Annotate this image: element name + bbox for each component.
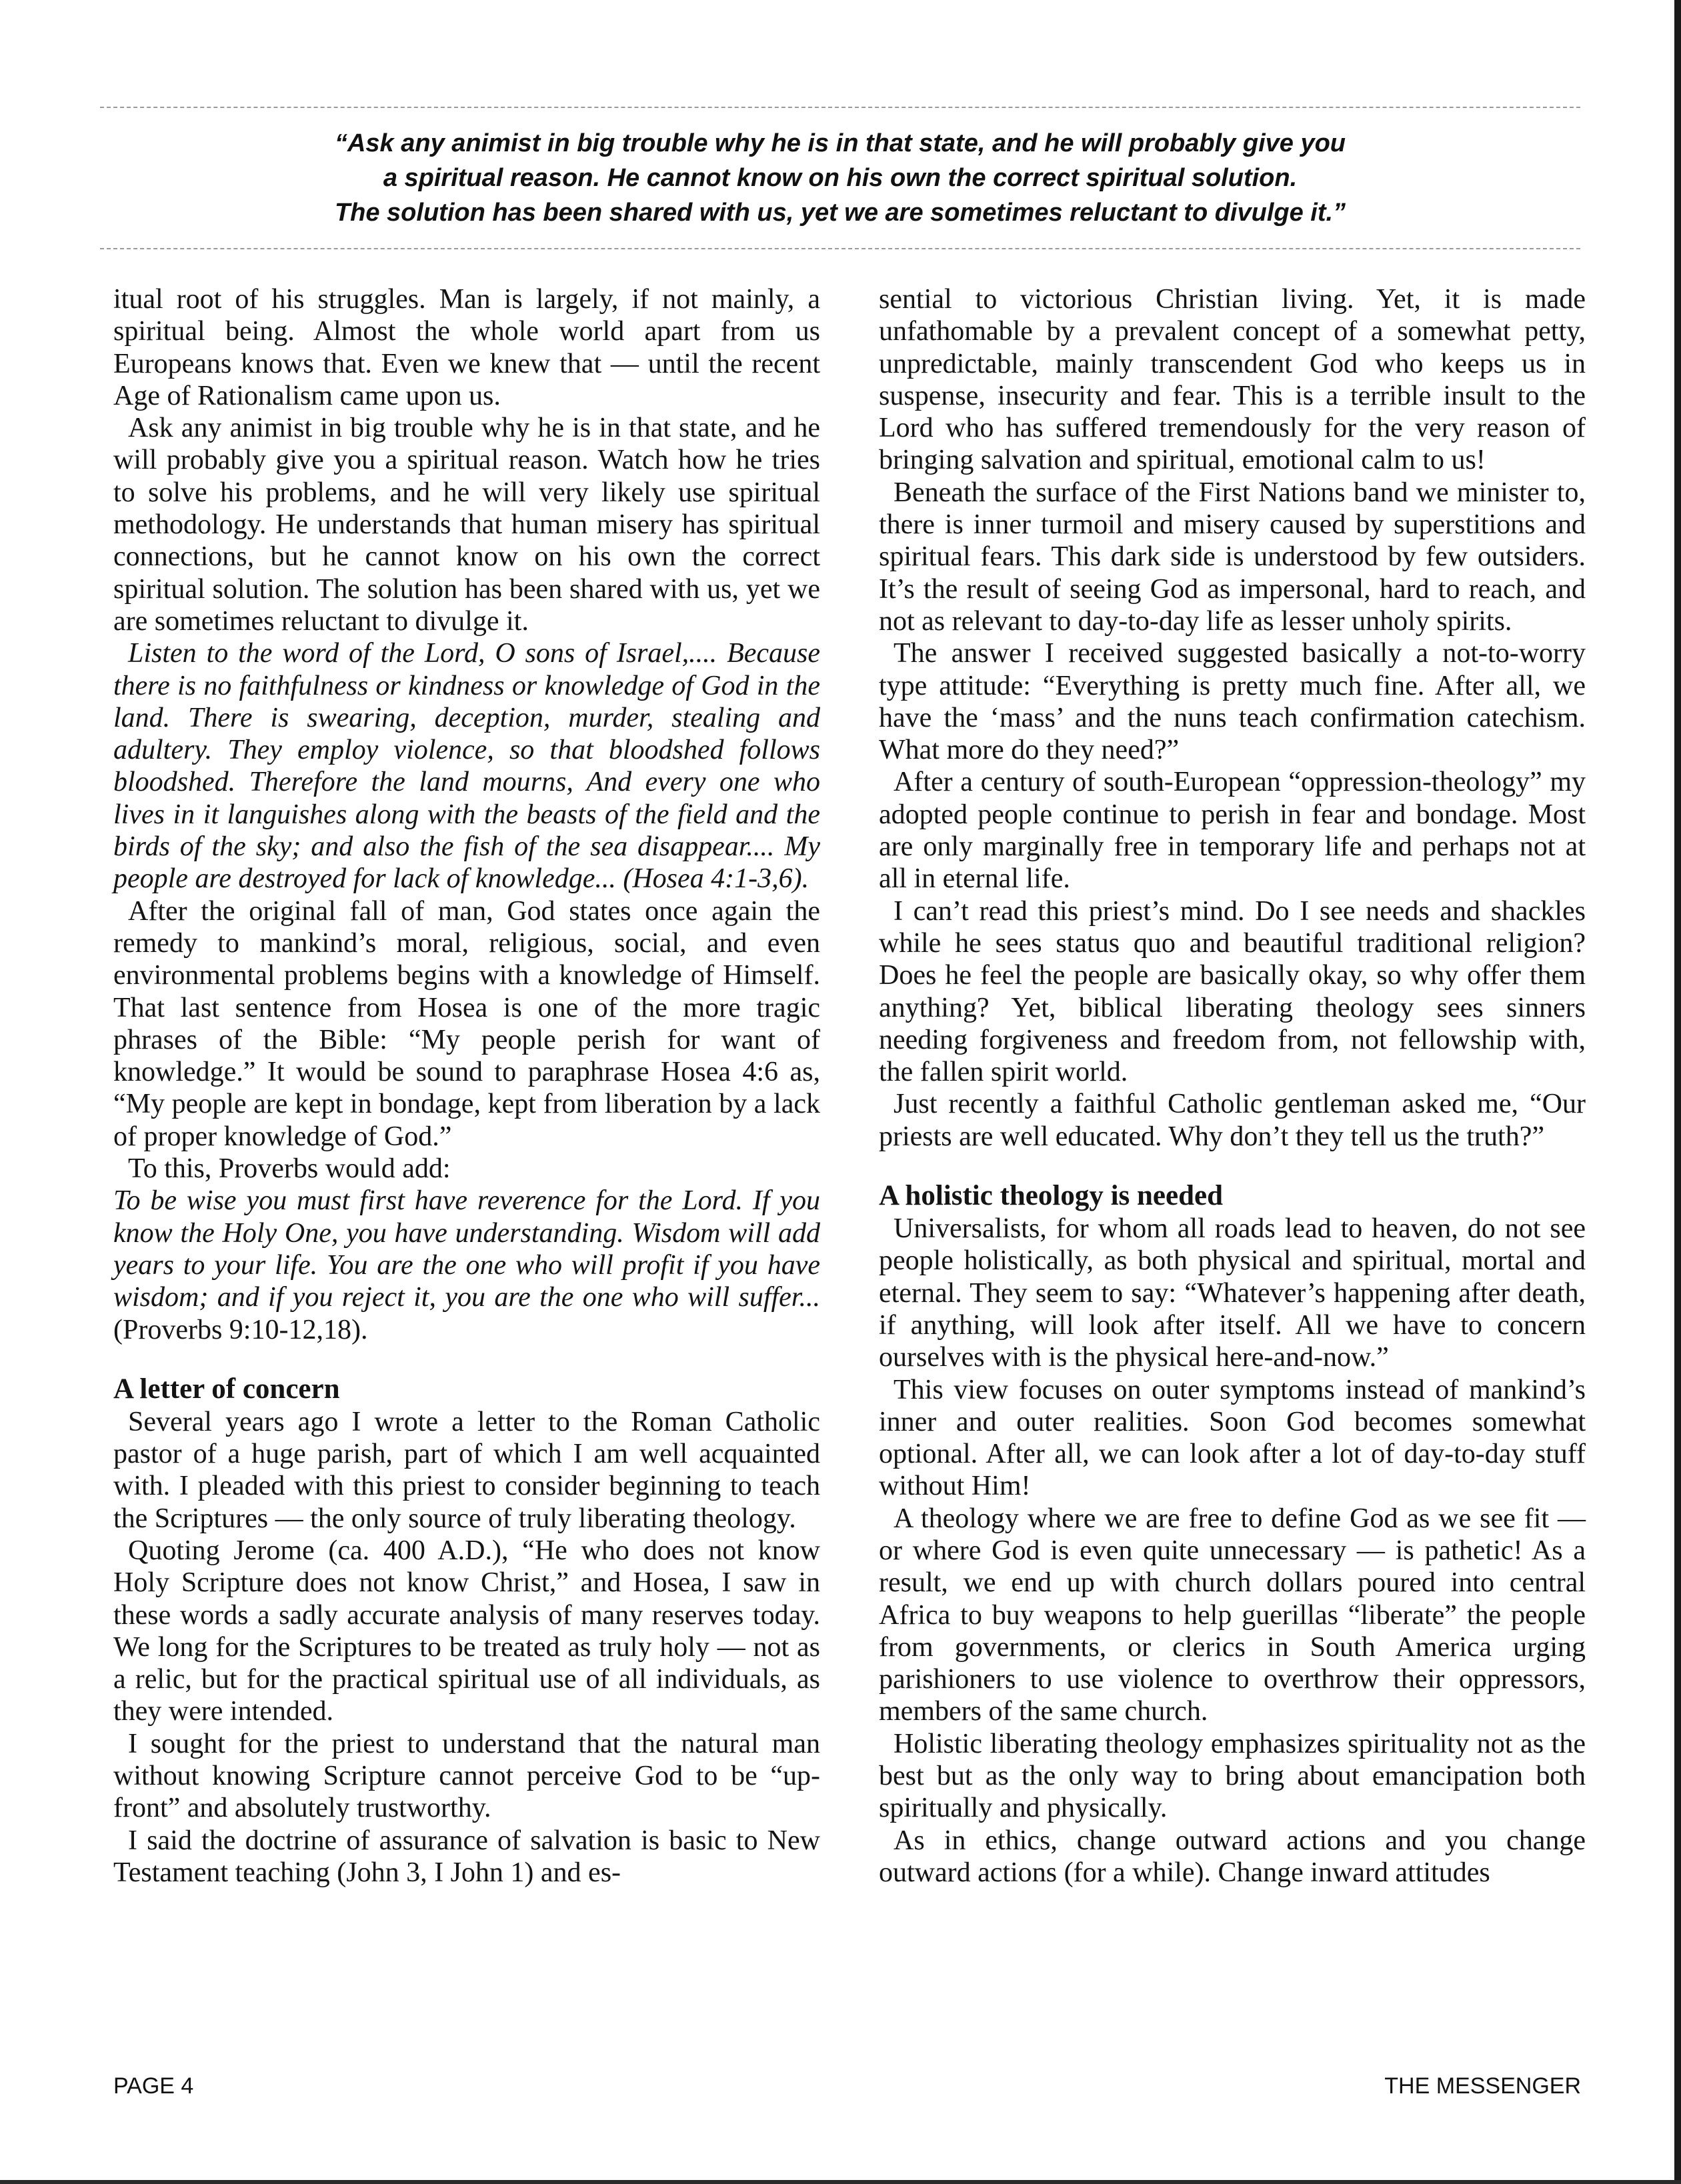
paragraph: To this, Proverbs would add:	[128, 1153, 451, 1185]
paragraph: I sought for the priest to understand that the natural man without knowing Scripture cannot perceive God to be “up-front” and absolutely trustworthy.	[113, 1728, 820, 1824]
pull-quote-line: “Ask any animist in big trouble why he is in that state, and he will probably give you	[334, 129, 1346, 157]
paragraph: Ask any animist in big trouble why he is in that state, and he will probably give you a spiritual reason. Watch how he tries to solve his problems, and he will very likely use spiritual methodology. He understands that human misery has spiritual connections, but he cannot know on his own the correct spiritual solution. The solution has been shared with us, yet we are sometimes reluctant to divulge it.	[113, 413, 820, 637]
paragraph: After a century of south-European “oppression-theology” my adopted people continue to perish in fear and bondage. Most are only marginally free in temporary life and perhaps not at all in eternal life.	[879, 767, 1586, 895]
publication-name: THE MESSENGER	[1384, 2073, 1581, 2099]
right-column	[879, 283, 1586, 1889]
pull-quote-line: a spiritual reason. He cannot know on his own the correct spiritual solution.	[383, 164, 1298, 192]
paragraph: This view focuses on outer symptoms instead of mankind’s inner and outer realities. Soon God becomes somewhat optional. After all, we can look after a lot of day-to-day stuff without Him!	[879, 1374, 1586, 1502]
paragraph: Beneath the surface of the First Nations band we minister to, there is inner turmoil and misery caused by superstitions and spiritual fears. This dark side is understood by few outsiders. It’s the result of seeing God as impersonal, hard to reach, and not as relevant to day-to-day life as lesser unholy spirits.	[879, 477, 1586, 637]
paragraph: I can’t read this priest’s mind. Do I see needs and shackles while he sees status quo and beautiful traditional religion? Does he feel the people are basically okay, so why offer them anything? Yet, biblical liberating theology sees sinners needing forgiveness and freedom from, not fellowship with, the fallen spirit world.	[879, 895, 1586, 1088]
scripture-quote-hosea: Listen to the word of the Lord, O sons of Israel,.... Because there is no faithfulness or kindness or knowledge of God in the land. There is swearing, deception, murder, stealing and adultery. They employ violence, so that bloodshed follows bloodshed. Therefore the land mourns, And every one who lives in it languishes along with the beasts of the field and the birds of the sky; and also the fish of the sea disappear.... My people are destroyed for lack of knowledge... (Hosea 4:1-3,6).	[113, 638, 820, 895]
scripture-reference: (Proverbs 9:10-12,18).	[113, 1314, 368, 1345]
paragraph: Just recently a faithful Catholic gentleman asked me, “Our priests are well educated. Why don’t they tell us the truth?”	[879, 1089, 1586, 1152]
paragraph: I said the doctrine of assurance of salvation is basic to New Testament teaching (John 3, I John 1) and es-	[113, 1825, 820, 1888]
paragraph: sential to victorious Christian living. Yet, it is made unfathomable by a prevalent concept of a somewhat petty, unpredictable, mainly transcendent God who keeps us in suspense, insecurity and fear. This is a terrible insult to the Lord who has suffered tremendously for the very reason of bringing salvation and spiritual, emotional calm to us!	[879, 284, 1586, 476]
pull-quote-box	[100, 107, 1580, 249]
paragraph: itual root of his struggles. Man is largely, if not mainly, a spiritual being. Almost the whole world apart from us Europeans knows that. Even we knew that — until the recent Age of Rationalism came upon us.	[113, 284, 820, 411]
paragraph: Holistic liberating theology emphasizes spirituality not as the best but as the only way to bring about emancipation both spiritually and physically.	[879, 1728, 1586, 1824]
paragraph: Quoting Jerome (ca. 400 A.D.), “He who does not know Holy Scripture does not know Christ,” and Hosea, I saw in these words a sadly accurate analysis of many reserves today. We long for the Scriptures to be treated as truly holy — not as a relic, but for the practical spiritual use of all individuals, as they were intended.	[113, 1535, 820, 1727]
paragraph: As in ethics, change outward actions and you change outward actions (for a while). Change inward attitudes	[879, 1825, 1586, 1888]
scripture-quote-proverbs	[113, 1185, 820, 1345]
scripture-quote-text: To be wise you must first have reverence for the Lord. If you know the Holy One, you have understanding. Wisdom will add years to your life. You are the one who will profit if you have wisdom; and if you reject it, you are the one who will suffer...	[113, 1185, 820, 1313]
paragraph: The answer I received suggested basically a not-to-worry type attitude: “Everything is pretty much fine. After all, we have the ‘mass’ and the nuns teach confirmation catechism. What more do they need?”	[879, 638, 1586, 766]
paragraph: A theology where we are free to define God as we see fit — or where God is even quite unnecessary — is pathetic! As a result, we end up with church dollars poured into central Africa to buy weapons to help guerillas “liberate” the people from governments, or clerics in South America urging parishioners to use violence to overthrow their oppressors, members of the same church.	[879, 1503, 1586, 1727]
left-column	[113, 283, 820, 1889]
pull-quote-line: The solution has been shared with us, yet we are sometimes reluctant to divulge it.”	[334, 199, 1346, 227]
paragraph: After the original fall of man, God states once again the remedy to mankind’s moral, religious, social, and even environmental problems begins with a knowledge of Himself. That last sentence from Hosea is one of the more tragic phrases of the Bible: “My people perish for want of knowledge.” It would be sound to paraphrase Hosea 4:6 as, “My people are kept in bondage, kept from liberation by a lack of proper knowledge of God.”	[113, 895, 820, 1152]
paragraph: Several years ago I wrote a letter to the Roman Catholic pastor of a huge parish, part of which I am well acquainted with. I pleaded with this priest to consider beginning to teach the Scriptures — the only source of truly liberating theology.	[113, 1406, 820, 1534]
page-number: PAGE 4	[113, 2073, 194, 2099]
scan-edge-right	[1674, 0, 1681, 2184]
scan-edge-bottom	[0, 2180, 1681, 2184]
section-heading: A holistic theology is needed	[879, 1180, 1224, 1212]
section-heading: A letter of concern	[113, 1373, 340, 1405]
paragraph: Universalists, for whom all roads lead to heaven, do not see people holistically, as both physical and spiritual, mortal and eternal. They seem to say: “Whatever’s happening after death, if anything, will look after itself. All we have to concern ourselves with is the physical here-and-now.”	[879, 1213, 1586, 1373]
